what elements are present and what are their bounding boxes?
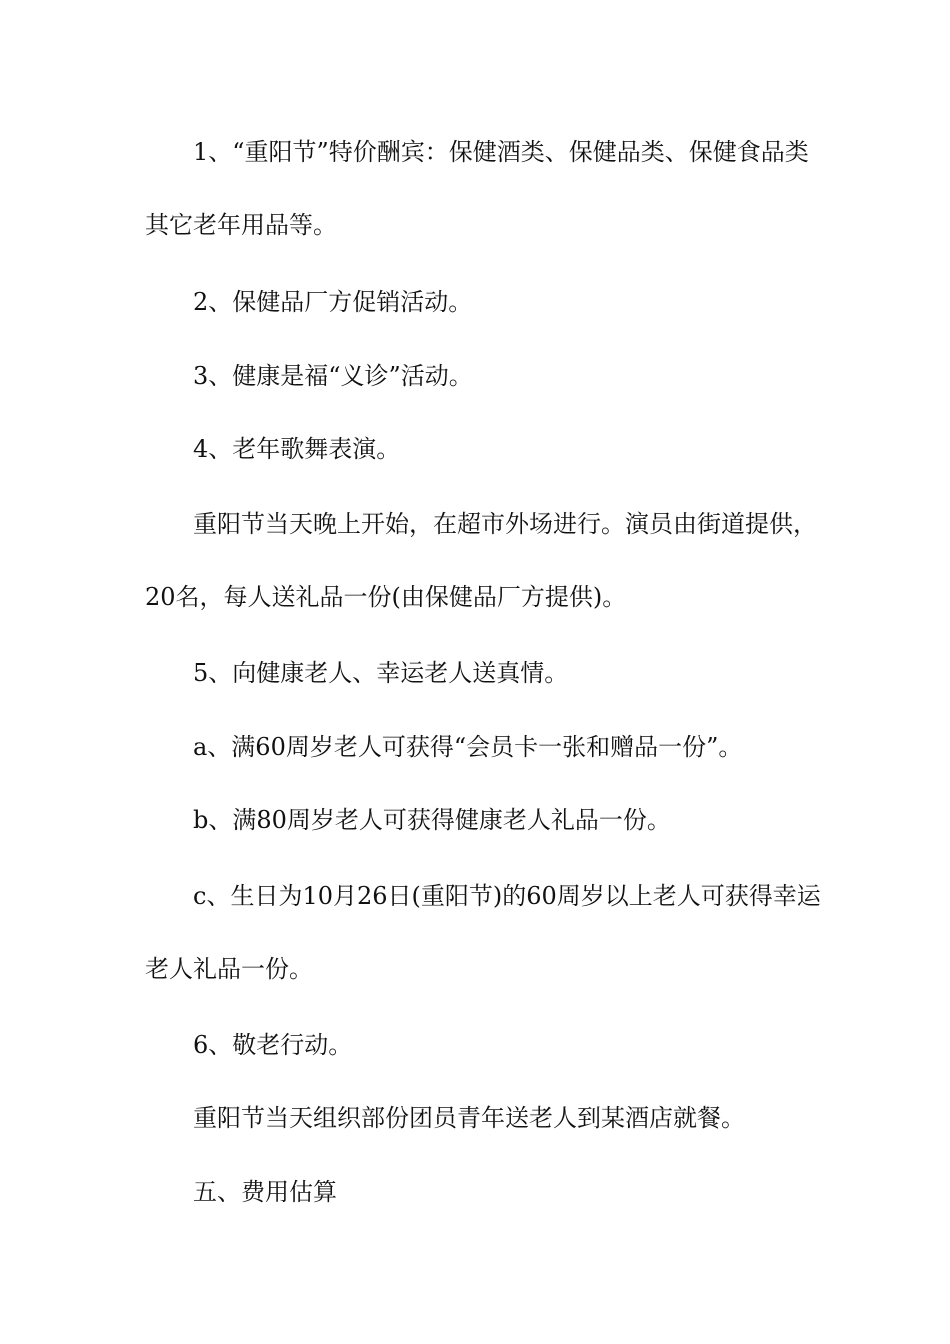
paragraph-7: a、满60周岁老人可获得“会员卡一张和赠品一份”。 [193,733,743,761]
paragraph-5: 重阳节当天晚上开始，在超市外场进行。演员由街道提供，20名，每人送礼品一份(由保健品厂方提供)。 [145,510,817,611]
paragraph-2: 2、保健品厂方促销活动。 [193,288,473,316]
paragraph-10: 6、敬老行动。 [193,1031,353,1059]
paragraph-11: 重阳节当天组织部份团员青年送老人到某酒店就餐。 [193,1104,745,1132]
paragraph-1: 1、“重阳节”特价酬宾：保健酒类、保健品类、保健食品类其它老年用品等。 [145,138,809,239]
paragraph-6: 5、向健康老人、幸运老人送真情。 [193,659,569,687]
section-heading: 五、费用估算 [193,1178,337,1206]
paragraph-8: b、满80周岁老人可获得健康老人礼品一份。 [193,806,671,834]
paragraph-9: c、生日为10月26日(重阳节)的60周岁以上老人可获得幸运老人礼品一份。 [145,882,821,983]
paragraph-3: 3、健康是福“义诊”活动。 [193,362,473,390]
paragraph-4: 4、老年歌舞表演。 [193,435,401,463]
